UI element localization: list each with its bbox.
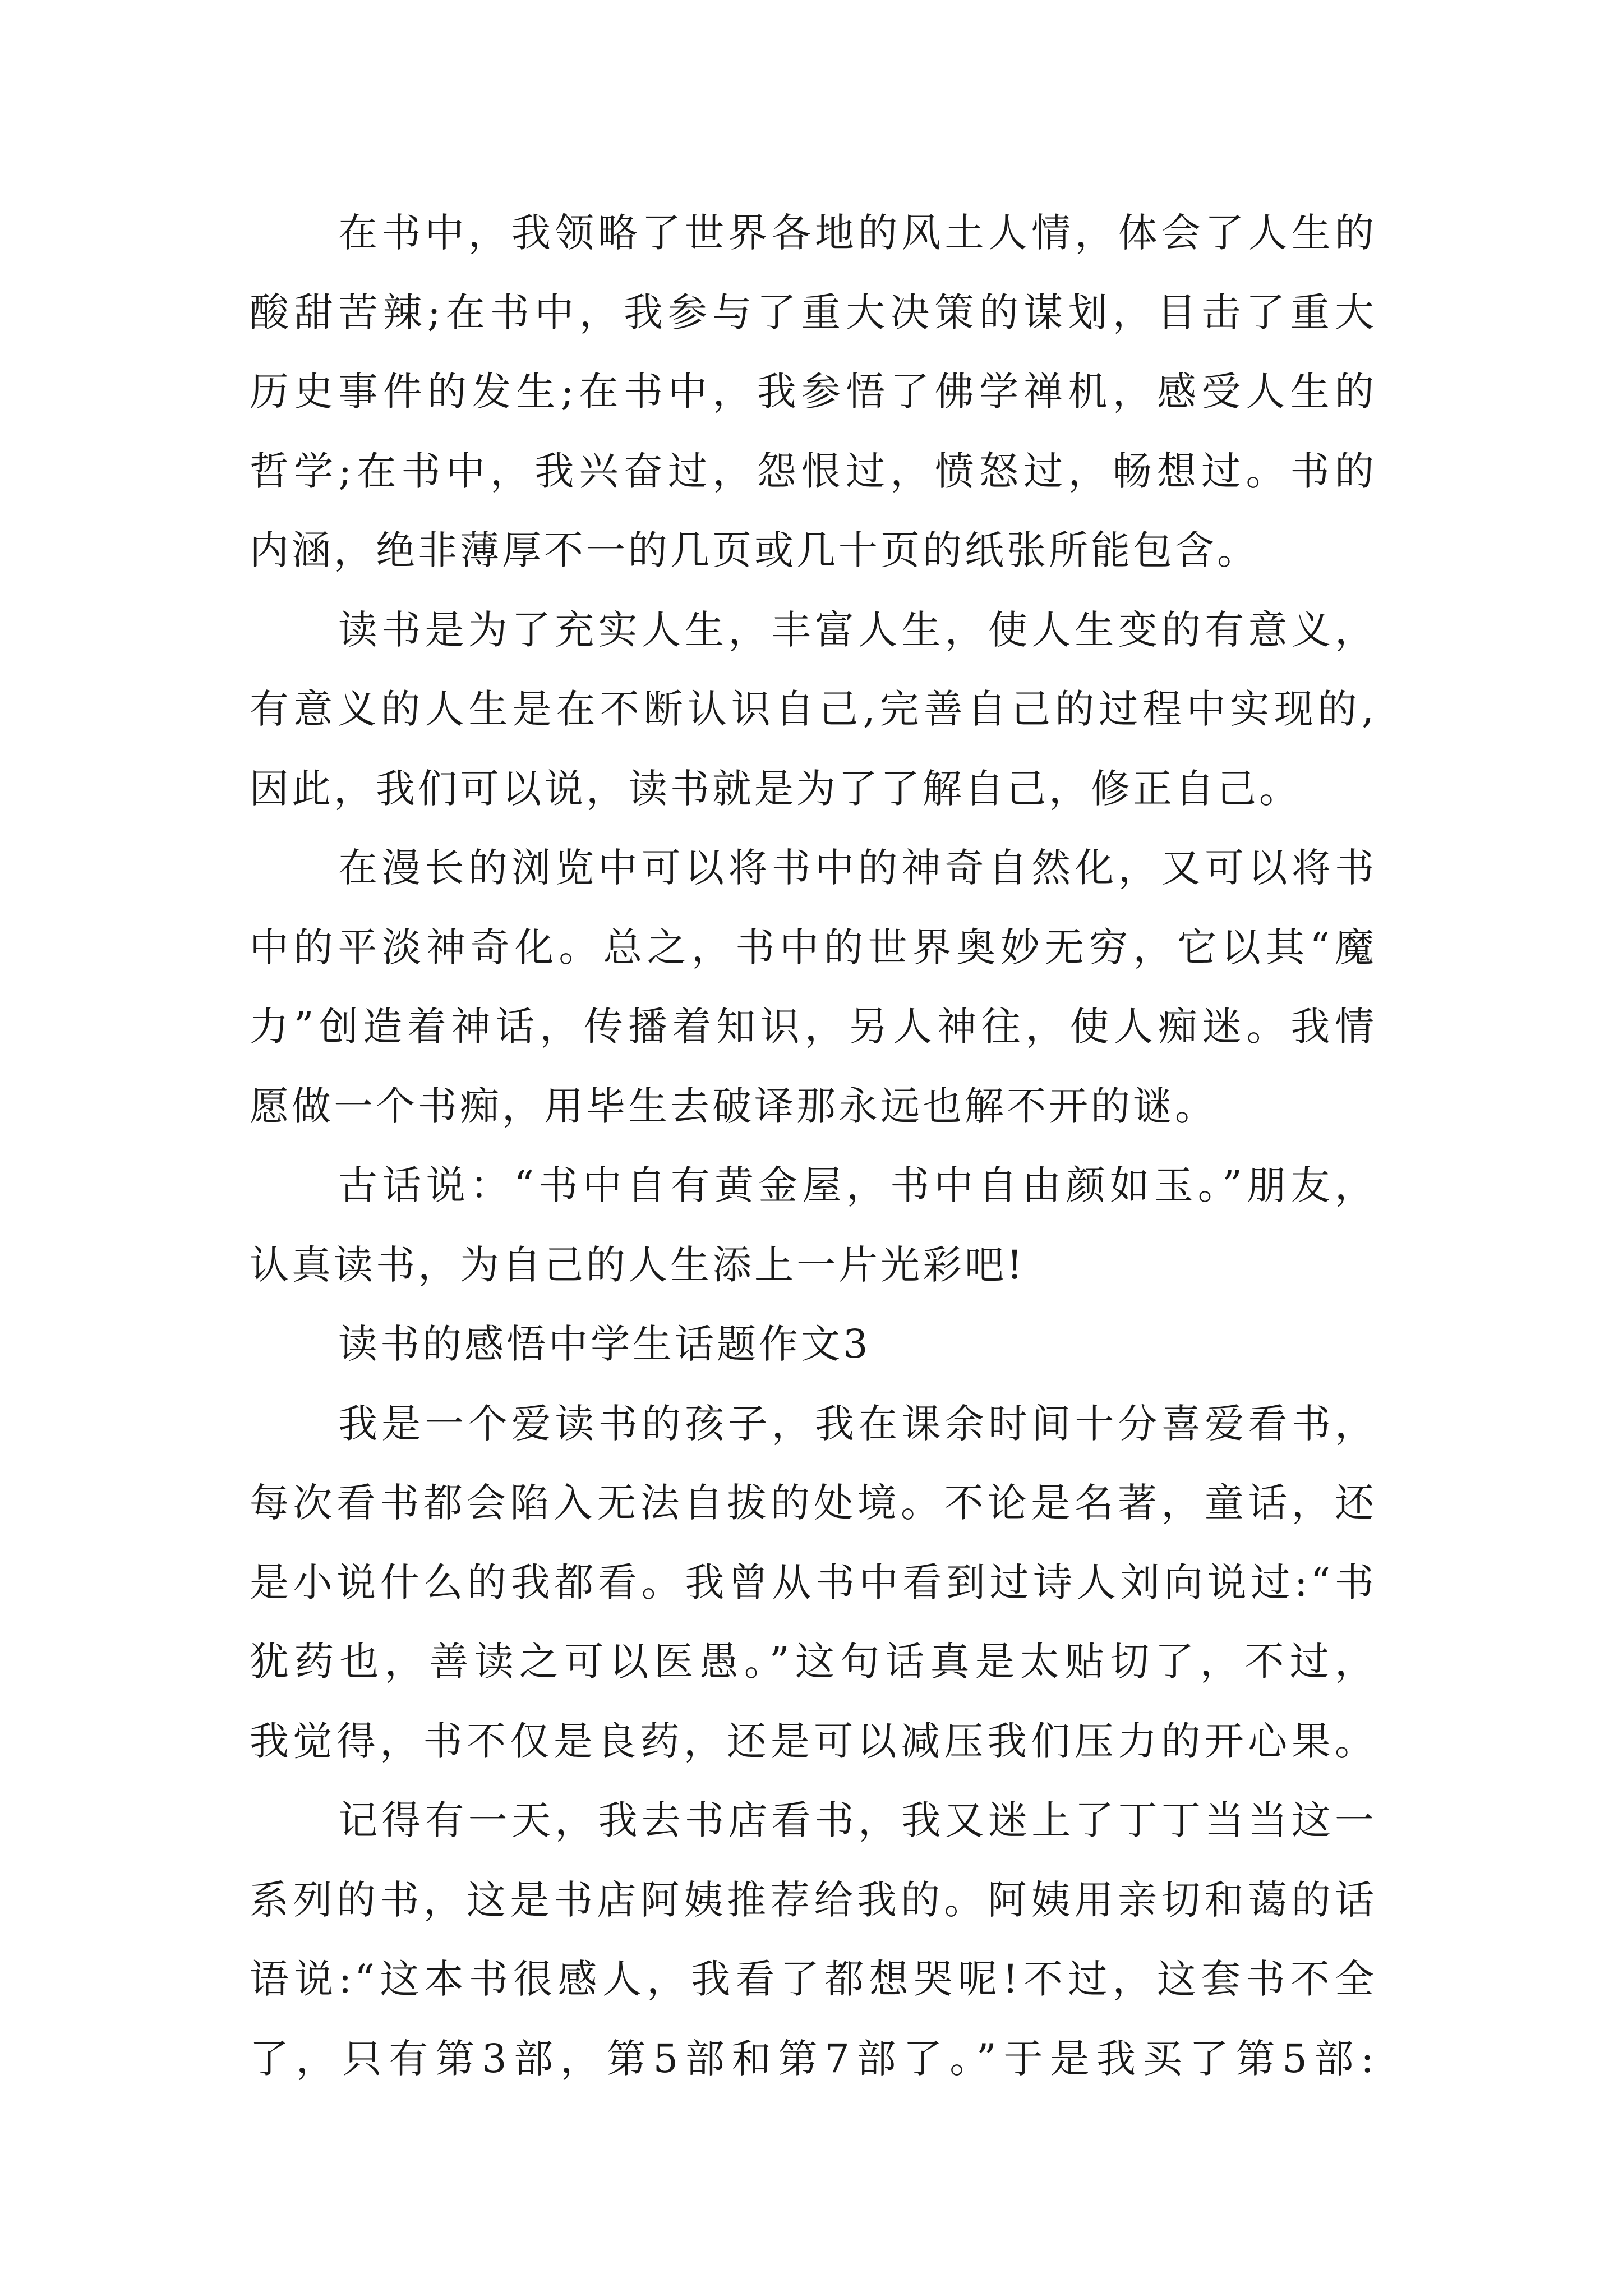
text-line: 因此，我们可以说，读书就是为了了解自己，修正自己。 [250,765,1301,812]
text-line: 力”创造着神话，传播着知识，另人神往，使人痴迷。我情 [250,1004,1377,1050]
text-line: 内涵，绝非薄厚不一的几页或几十页的纸张所能包含。 [250,527,1259,573]
text-line: 愿做一个书痴，用毕生去破译那永远也解不开的谜。 [250,1083,1217,1129]
text-line: 哲学;在书中，我兴奋过，怨恨过，愤怒过，畅想过。书的 [250,448,1377,494]
text-line: 是小说什么的我都看。我曾从书中看到过诗人刘向说过:“书 [250,1559,1377,1605]
text-line: 古话说：“书中自有黄金屋，书中自由颜如玉。”朋友， [338,1162,1377,1208]
text-line: 历史事件的发生;在书中，我参悟了佛学禅机，感受人生的 [250,369,1377,415]
text-line: 语说:“这本书很感人，我看了都想哭呢!不过，这套书不全 [250,1956,1377,2002]
text-line: 犹药也，善读之可以医愚。”这句话真是太贴切了，不过， [250,1639,1377,1685]
text-line: 记得有一天，我去书店看书，我又迷上了丁丁当当这一 [338,1797,1377,1843]
text-line: 我是一个爱读书的孩子，我在课余时间十分喜爱看书， [338,1400,1377,1447]
text-line: 读书是为了充实人生，丰富人生，使人生变的有意义， [338,606,1377,653]
text-line: 在书中，我领略了世界各地的风土人情，体会了人生的 [338,210,1377,256]
text-line: 读书的感悟中学生话题作文3 [338,1321,871,1367]
essay-text [250,194,1377,2099]
text-line: 了，只有第3部，第5部和第7部了。”于是我买了第5部: [250,2035,1377,2082]
text-line: 每次看书都会陷入无法自拔的处境。不论是名著，童话，还 [250,1480,1377,1526]
text-line: 系列的书，这是书店阿姨推荐给我的。阿姨用亲切和蔼的话 [250,1876,1377,1923]
text-line: 中的平淡神奇化。总之，书中的世界奥妙无穷，它以其“魔 [250,924,1377,970]
text-line: 在漫长的浏览中可以将书中的神奇自然化，又可以将书 [338,845,1377,891]
text-line: 酸甜苦辣;在书中，我参与了重大决策的谋划，目击了重大 [250,289,1377,335]
text-line: 认真读书，为自己的人生添上一片光彩吧! [250,1241,1026,1288]
text-line: 我觉得，书不仅是良药，还是可以减压我们压力的开心果。 [250,1718,1377,1764]
text-line: 有意义的人生是在不断认识自己,完善自己的过程中实现的, [250,686,1377,732]
